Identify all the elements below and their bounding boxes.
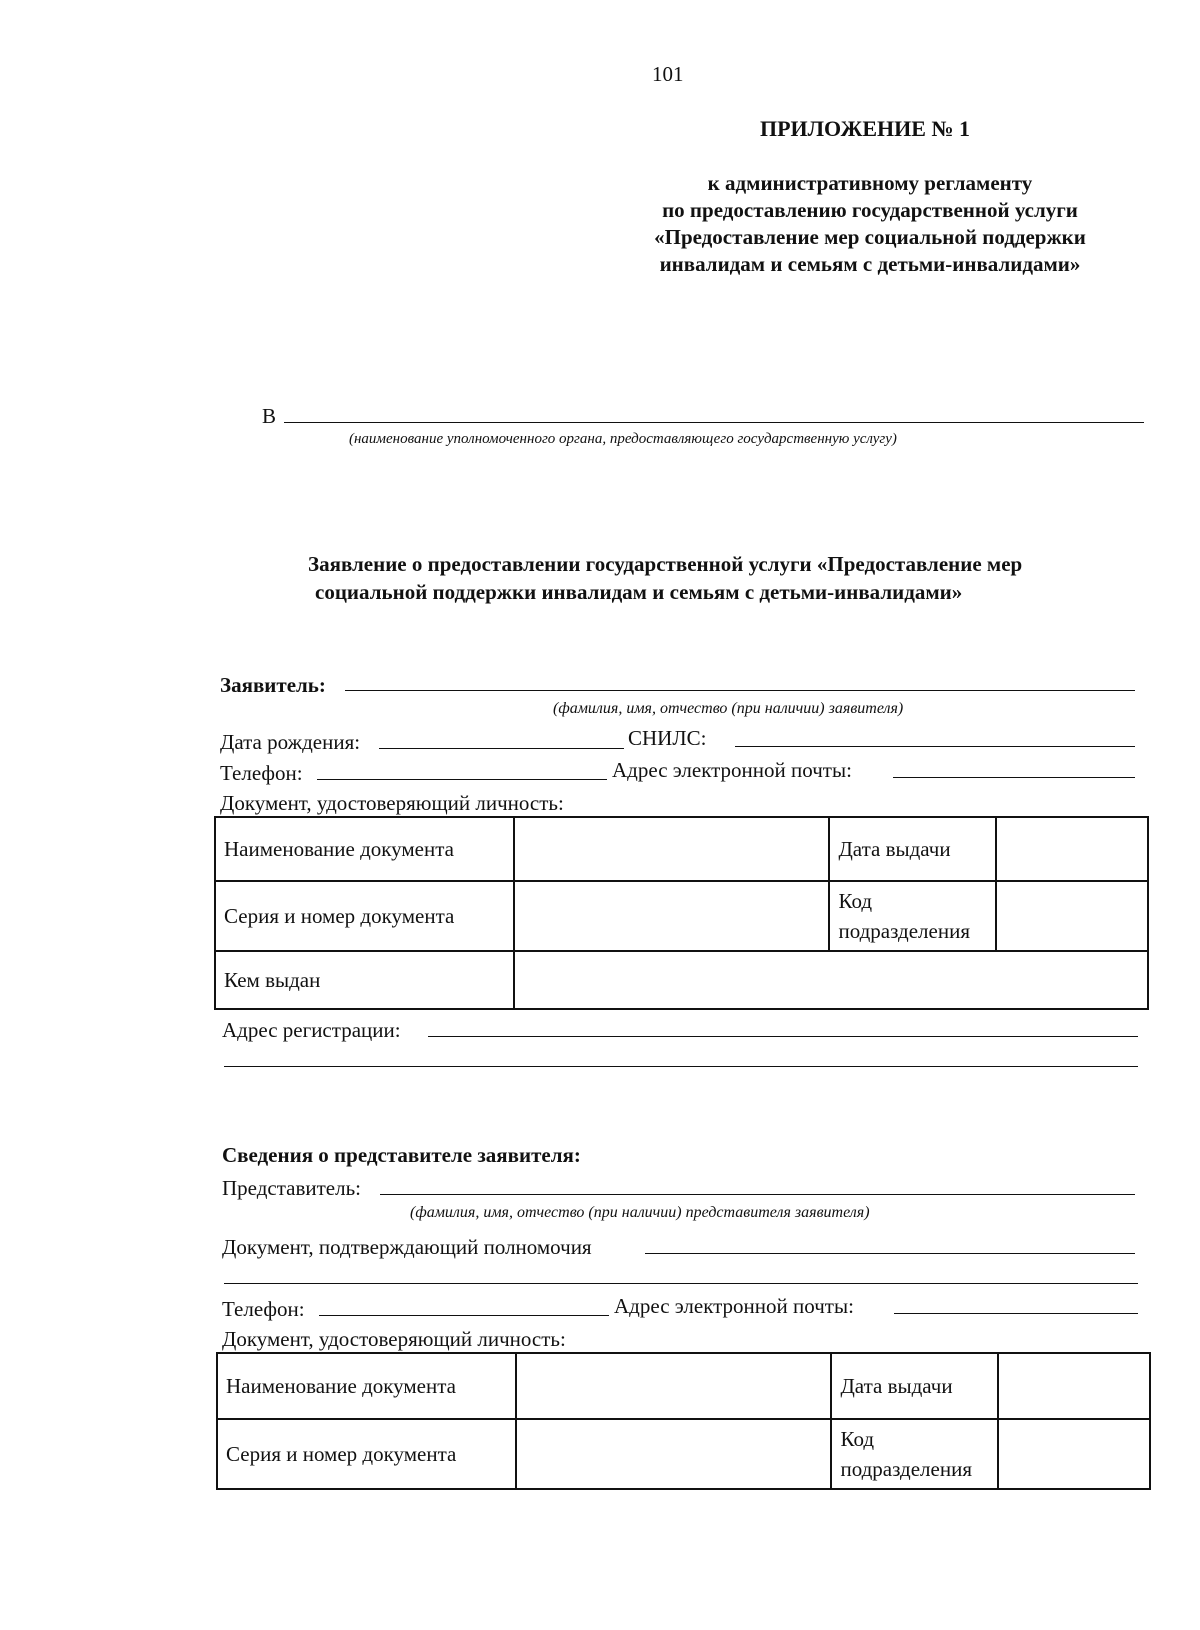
table-row bbox=[215, 817, 1148, 881]
division-code-line1: Код bbox=[838, 889, 873, 913]
applicant-label: Заявитель: bbox=[220, 673, 326, 697]
rep-series-number-label: Серия и номер документа bbox=[217, 1419, 516, 1489]
series-number-label: Серия и номер документа bbox=[215, 881, 514, 951]
doc-name-input[interactable] bbox=[514, 817, 829, 881]
rep-id-doc-label: Документ, удостоверяющий личность: bbox=[222, 1327, 566, 1351]
rep-email-label: Адрес электронной почты: bbox=[614, 1294, 854, 1318]
appendix-line: к административному регламенту bbox=[707, 171, 1033, 195]
table-row bbox=[217, 1419, 1150, 1489]
page-number: 101 bbox=[652, 62, 684, 86]
doc-name-label: Наименование документа bbox=[215, 817, 514, 881]
appendix-line: «Предоставление мер социальной поддержки bbox=[654, 225, 1086, 249]
issued-by-input[interactable] bbox=[514, 951, 1148, 1009]
email-label: Адрес электронной почты: bbox=[612, 758, 852, 782]
rep-division-code-line1: Код bbox=[840, 1427, 875, 1451]
applicant-caption: (фамилия, имя, отчество (при наличии) заявителя) bbox=[553, 700, 904, 717]
authority-doc-field[interactable] bbox=[645, 1253, 1135, 1254]
appendix-title: ПРИЛОЖЕНИЕ № 1 bbox=[760, 116, 971, 141]
recipient-caption: (наименование уполномоченного органа, предоставляющего государственную услугу) bbox=[349, 431, 897, 447]
statement-title-line2: социальной поддержки инвалидам и семьям с детьми-инвалидами» bbox=[315, 580, 963, 604]
rep-series-number-input[interactable] bbox=[516, 1419, 831, 1489]
division-code-line2: подразделения bbox=[838, 919, 970, 943]
rep-division-code-input[interactable] bbox=[998, 1419, 1150, 1489]
representative-section-title: Сведения о представителе заявителя: bbox=[222, 1143, 581, 1167]
authority-doc-field-line2[interactable] bbox=[224, 1283, 1138, 1284]
rep-email-field[interactable] bbox=[894, 1313, 1138, 1314]
rep-issue-date-label: Дата выдачи bbox=[831, 1353, 998, 1419]
reg-address-field-line2[interactable] bbox=[224, 1066, 1138, 1067]
applicant-name-field[interactable] bbox=[345, 690, 1135, 691]
table-row bbox=[217, 1353, 1150, 1419]
representative-caption: (фамилия, имя, отчество (при наличии) представителя заявителя) bbox=[410, 1204, 870, 1221]
issue-date-label: Дата выдачи bbox=[829, 817, 996, 881]
appendix-subtitle bbox=[610, 170, 1130, 278]
representative-name-field[interactable] bbox=[380, 1194, 1135, 1195]
division-code-input[interactable] bbox=[996, 881, 1148, 951]
rep-doc-name-input[interactable] bbox=[516, 1353, 831, 1419]
division-code-label bbox=[829, 881, 996, 951]
statement-title-line1: Заявление о предоставлении государственной услуги «Предоставление мер bbox=[308, 552, 1023, 576]
id-doc-label: Документ, удостоверяющий личность: bbox=[220, 791, 564, 815]
rep-doc-name-label: Наименование документа bbox=[217, 1353, 516, 1419]
issued-by-label: Кем выдан bbox=[215, 951, 514, 1009]
reg-address-label: Адрес регистрации: bbox=[222, 1018, 401, 1042]
issue-date-input[interactable] bbox=[996, 817, 1148, 881]
table-row bbox=[215, 881, 1148, 951]
email-field[interactable] bbox=[893, 777, 1135, 778]
snils-field[interactable] bbox=[735, 746, 1135, 747]
appendix-line: по предоставлению государственной услуги bbox=[662, 198, 1078, 222]
phone-label: Телефон: bbox=[220, 761, 303, 785]
rep-issue-date-input[interactable] bbox=[998, 1353, 1150, 1419]
series-number-input[interactable] bbox=[514, 881, 829, 951]
snils-label: СНИЛС: bbox=[628, 726, 707, 750]
rep-division-code-line2: подразделения bbox=[840, 1457, 972, 1481]
authority-doc-label: Документ, подтверждающий полномочия bbox=[222, 1235, 592, 1259]
reg-address-field[interactable] bbox=[428, 1036, 1138, 1037]
rep-division-code-label bbox=[831, 1419, 998, 1489]
birth-date-label: Дата рождения: bbox=[220, 730, 361, 754]
rep-phone-label: Телефон: bbox=[222, 1297, 305, 1321]
representative-label: Представитель: bbox=[222, 1176, 362, 1200]
rep-phone-field[interactable] bbox=[319, 1315, 609, 1316]
phone-field[interactable] bbox=[317, 779, 607, 780]
applicant-id-table bbox=[214, 816, 1149, 1010]
recipient-field[interactable] bbox=[284, 422, 1144, 423]
table-row bbox=[215, 951, 1148, 1009]
recipient-prefix: В bbox=[262, 404, 277, 428]
appendix-line: инвалидам и семьям с детьми-инвалидами» bbox=[659, 252, 1081, 276]
representative-id-table bbox=[216, 1352, 1151, 1490]
birth-date-field[interactable] bbox=[379, 748, 624, 749]
